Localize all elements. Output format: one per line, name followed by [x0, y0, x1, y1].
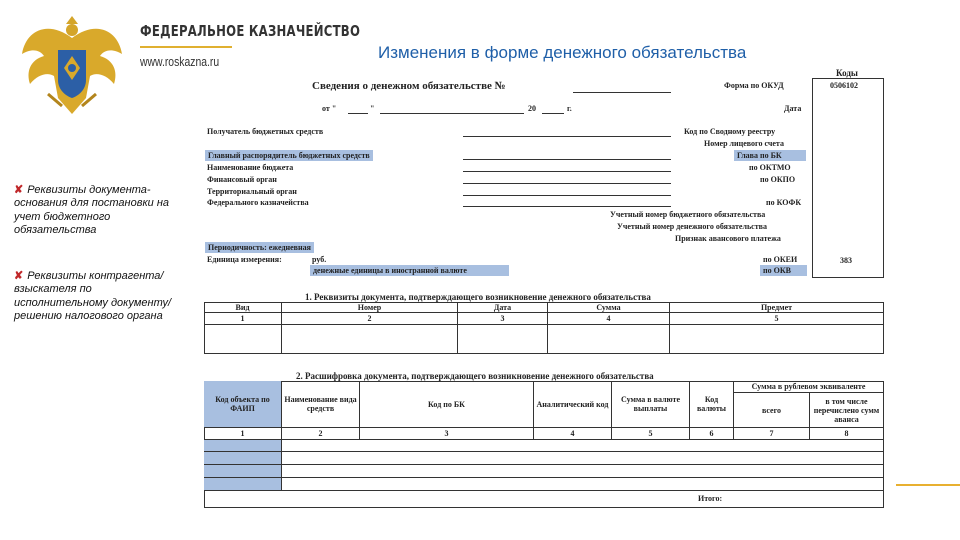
code-label: Учетный номер денежного обязательства — [617, 222, 767, 231]
column-number: 5 — [670, 313, 884, 325]
table-header: Наименование вида средств — [282, 381, 360, 428]
table-header: Код валюты — [690, 381, 734, 428]
cross-bullet-icon: ✘ — [14, 270, 24, 282]
date-mid: " — [370, 104, 375, 113]
form-title: Сведения о денежном обязательстве № — [312, 80, 506, 92]
table-cell — [282, 325, 458, 354]
table-header: Сумма в валюте выплаты — [612, 381, 690, 428]
table-header: Предмет — [670, 302, 884, 313]
year-prefix: 20 — [528, 104, 536, 113]
okei-value: 383 — [840, 256, 852, 265]
code-label: Дата — [784, 104, 802, 113]
table-row — [282, 478, 884, 491]
code-label: по КОФК — [766, 198, 802, 207]
column-number: 3 — [458, 313, 548, 325]
column-number: 2 — [282, 313, 458, 325]
field-label: Федерального казначейства — [207, 198, 309, 207]
code-label: по ОКПО — [760, 175, 796, 184]
column-number: 7 — [734, 428, 810, 440]
table-header: Сумма в рублевом эквиваленте — [734, 381, 884, 393]
currency-label: денежные единицы в иностранной валюте — [310, 265, 509, 276]
code-label: Признак авансового платежа — [675, 234, 781, 243]
table-cell — [204, 325, 282, 354]
code-label: Учетный номер бюджетного обязательства — [610, 210, 766, 219]
unit-label: Единица измерения: — [207, 255, 282, 264]
table-cell — [548, 325, 670, 354]
table-cell — [204, 452, 282, 465]
slide-title: Изменения в форме денежного обязательства — [378, 43, 747, 62]
total-label: Итого: — [698, 494, 723, 503]
column-number: 1 — [204, 313, 282, 325]
table-header: Вид — [204, 302, 282, 313]
section1-title: 1. Реквизиты документа, подтверждающего возникновение денежного обязательства — [305, 292, 651, 302]
column-number: 4 — [534, 428, 612, 440]
codes-column — [812, 78, 884, 278]
code-label: Форма по ОКУД — [724, 81, 784, 90]
table-header: в том числе перечислено сумм аванса — [810, 393, 884, 428]
code-label: по ОКТМО — [749, 163, 791, 172]
code-label: Глава по БК — [734, 150, 806, 161]
table-header: Дата — [458, 302, 548, 313]
field-label: Главный распорядитель бюджетных средств — [205, 150, 373, 161]
column-number: 1 — [204, 428, 282, 440]
table-row — [282, 452, 884, 465]
table-cell — [204, 465, 282, 478]
date-prefix: от " — [322, 104, 337, 113]
column-number: 2 — [282, 428, 360, 440]
codes-header: Коды — [836, 68, 858, 78]
field-label: Получатель бюджетных средств — [207, 127, 324, 136]
unit-value: руб. — [312, 255, 327, 264]
okud-value: 0506102 — [830, 81, 858, 90]
table-row — [282, 465, 884, 478]
org-website: www.roskazna.ru — [140, 54, 220, 69]
table-header: Аналитический код — [534, 381, 612, 428]
treasury-emblem — [18, 10, 126, 122]
table-cell — [458, 325, 548, 354]
code-label: Код по Сводному реестру — [684, 127, 776, 136]
period-label: Периодичность: ежедневная — [205, 242, 314, 253]
table-cell — [204, 478, 282, 491]
table-cell — [204, 440, 282, 452]
field-label: Территориальный орган — [207, 187, 297, 196]
column-number: 6 — [690, 428, 734, 440]
bullet-item: ✘ Реквизиты контрагента/взыскателя по исполнительному документу/решению налогового органа — [14, 270, 172, 322]
field-label: Финансовый орган — [207, 175, 277, 184]
column-number: 4 — [548, 313, 670, 325]
code-label: по ОКВ — [760, 265, 807, 276]
org-divider — [140, 46, 232, 48]
column-number: 8 — [810, 428, 884, 440]
org-name: ФЕДЕРАЛЬНОЕ КАЗНАЧЕЙСТВО — [140, 22, 361, 40]
field-label: Наименование бюджета — [207, 163, 294, 172]
column-number: 5 — [612, 428, 690, 440]
table-header: Код объекта по ФАИП — [204, 381, 282, 428]
table-header: всего — [734, 393, 810, 428]
table-header: Сумма — [548, 302, 670, 313]
code-label: по ОКЕИ — [763, 255, 798, 264]
table-header: Код по БК — [360, 381, 534, 428]
section2-title: 2. Расшифровка документа, подтверждающего возникновение денежного обязательства — [296, 371, 654, 381]
table-row — [282, 440, 884, 452]
year-suffix: г. — [567, 104, 572, 113]
cross-bullet-icon: ✘ — [14, 184, 24, 196]
column-number: 3 — [360, 428, 534, 440]
table-header: Номер — [282, 302, 458, 313]
decor-line — [896, 484, 960, 486]
code-label: Номер лицевого счета — [704, 139, 784, 148]
bullet-item: ✘ Реквизиты документа-основания для постановки на учет бюджетного обязательства — [14, 184, 170, 236]
